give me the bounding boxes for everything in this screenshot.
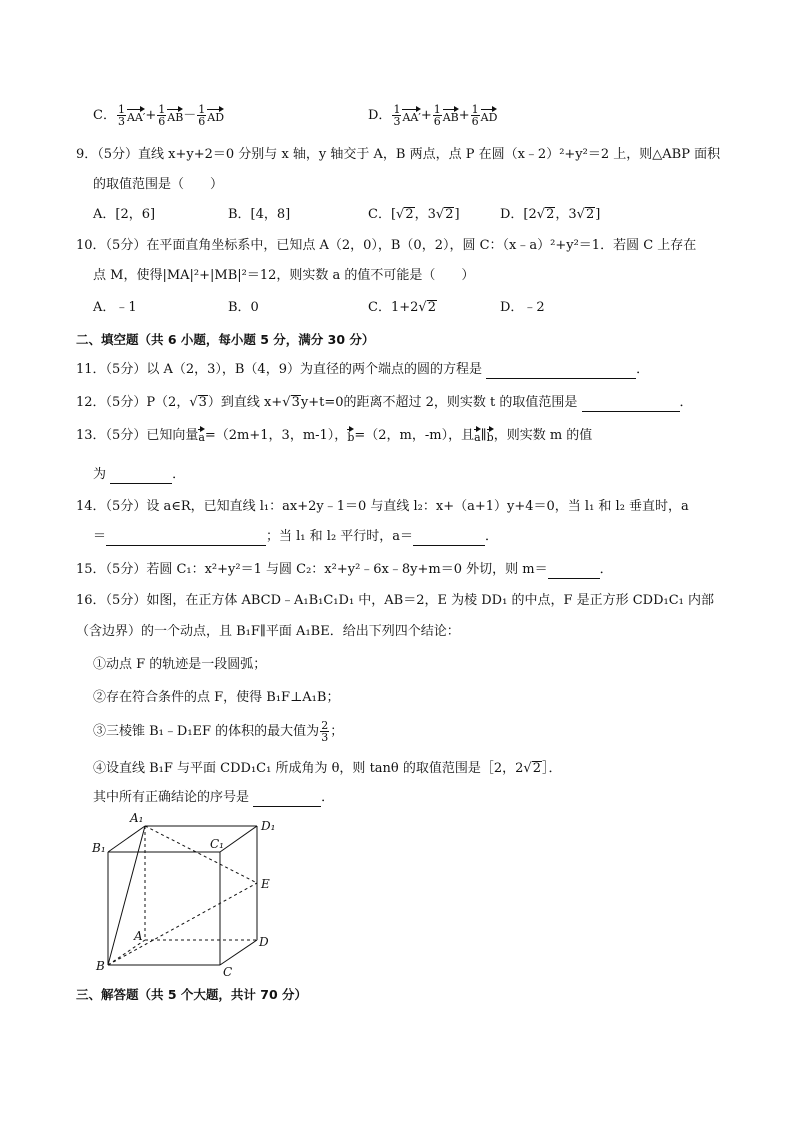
q11-answer-blank[interactable]	[486, 364, 636, 379]
q10-stem-line1: 10．（5分）在平面直角坐标系中，已知点 A（2，0），B（0，2），圆 C：（x﹣a）²+y²＝1．若圆 C 上存在	[76, 238, 697, 253]
q8-option-c: C． $\frac{1}{3}$ AA′+ $\frac{1}{6}$ AB－ $\frac{1}{6}$ AD	[93, 103, 225, 128]
q16-conclusion-4: ④设直线 B₁F 与平面 CDD₁C₁ 所成角为 θ，则 tanθ 的取值范围是［2，2√2］．	[93, 761, 562, 776]
label-d1: D₁	[261, 819, 276, 833]
label-a1: A₁	[130, 811, 144, 825]
q10-stem-line2: 点 M，使得|MA|²+|MB|²＝12，则实数 a 的值不可能是（ ）	[93, 268, 475, 283]
q12: 12．（5分）P（2，√3）到直线 x+√3y+t=0的距离不超过 2，则实数 t 的取值范围是 ．	[76, 395, 693, 410]
q8-option-d: D． $\frac{1}{3}$ AA′+ $\frac{1}{6}$ AB+ $\frac{1}{6}$ AD	[368, 103, 498, 128]
q16-ask: 其中所有正确结论的序号是 ．	[93, 790, 335, 805]
q9-stem-line2: 的取值范围是（ ）	[93, 177, 224, 192]
q15-answer-blank[interactable]	[548, 564, 600, 579]
q10-option-b: B．0	[228, 300, 259, 315]
q10-option-a: A．﹣1	[93, 300, 137, 315]
cube-figure	[90, 810, 290, 980]
q16-conclusion-3: ③三棱锥 B₁﹣D₁EF 的体积的最大值为 $\frac{2}{3}$ ；	[93, 719, 344, 744]
label-b1: B₁	[92, 841, 106, 855]
q16-conclusion-1: ①动点 F 的轨迹是一段圆弧；	[93, 657, 267, 672]
section-3-heading: 三、解答题（共 5 个大题，共计 70 分）	[76, 987, 308, 1002]
q14-answer-blank-1[interactable]	[106, 531, 266, 546]
q13-line2: 为 ．	[93, 467, 186, 482]
q16-stem-line1: 16．（5分）如图，在正方体 ABCD﹣A₁B₁C₁D₁ 中，AB＝2，E 为棱 DD₁ 的中点，F 是正方形 CDD₁C₁ 内部	[76, 593, 715, 608]
label-b: B	[96, 959, 105, 973]
section-2-heading: 二、填空题（共 6 小题，每小题 5 分，满分 30 分）	[76, 332, 375, 347]
q13-answer-blank[interactable]	[110, 469, 172, 484]
q16-conclusion-2: ②存在符合条件的点 F，使得 B₁F⊥A₁B；	[93, 690, 340, 705]
q13-line1: 13．（5分）已知向量a=（2m+1，3，m-1），b=（2，m，-m），且a∥b，则实数 m 的值	[76, 428, 593, 444]
label-c: C	[223, 965, 233, 979]
q16-stem-line2: （含边界）的一个动点，且 B₁F∥平面 A₁BE．给出下列四个结论：	[76, 624, 460, 639]
q9-option-d: D．[2√2，3√2]	[500, 207, 601, 222]
q9-stem-line1: 9．（5分）直线 x+y+2＝0 分别与 x 轴，y 轴交于 A，B 两点，点 P 在圆（x﹣2）²+y²＝2 上，则△ABP 面积	[76, 147, 721, 162]
q14-line2: ＝ ；当 l₁ 和 l₂ 平行时，a＝ ．	[93, 529, 499, 544]
q9-option-c: C．[√2，3√2]	[368, 207, 460, 222]
q10-option-d: D．﹣2	[500, 300, 545, 315]
label-a: A	[134, 929, 143, 943]
q9-option-b: B．[4，8]	[228, 207, 291, 222]
label-c1: C₁	[210, 837, 224, 851]
q16-answer-blank[interactable]	[253, 792, 321, 807]
q14-answer-blank-2[interactable]	[413, 531, 485, 546]
q15: 15．（5分）若圆 C₁：x²+y²＝1 与圆 C₂：x²+y²﹣6x﹣8y+m＝0 外切，则 m＝ ．	[76, 562, 613, 577]
q14-line1: 14．（5分）设 a∈R，已知直线 l₁：ax+2y﹣1＝0 与直线 l₂：x+（a+1）y+4＝0，当 l₁ 和 l₂ 垂直时，a	[76, 499, 689, 514]
label-e: E	[261, 877, 270, 891]
q12-answer-blank[interactable]	[582, 397, 680, 412]
q9-option-a: A．[2，6]	[93, 207, 156, 222]
q11: 11．（5分）以 A（2，3），B（4，9）为直径的两个端点的圆的方程是 ．	[76, 362, 650, 377]
q10-option-c: C．1+2√2	[368, 300, 436, 315]
label-d: D	[259, 935, 269, 949]
